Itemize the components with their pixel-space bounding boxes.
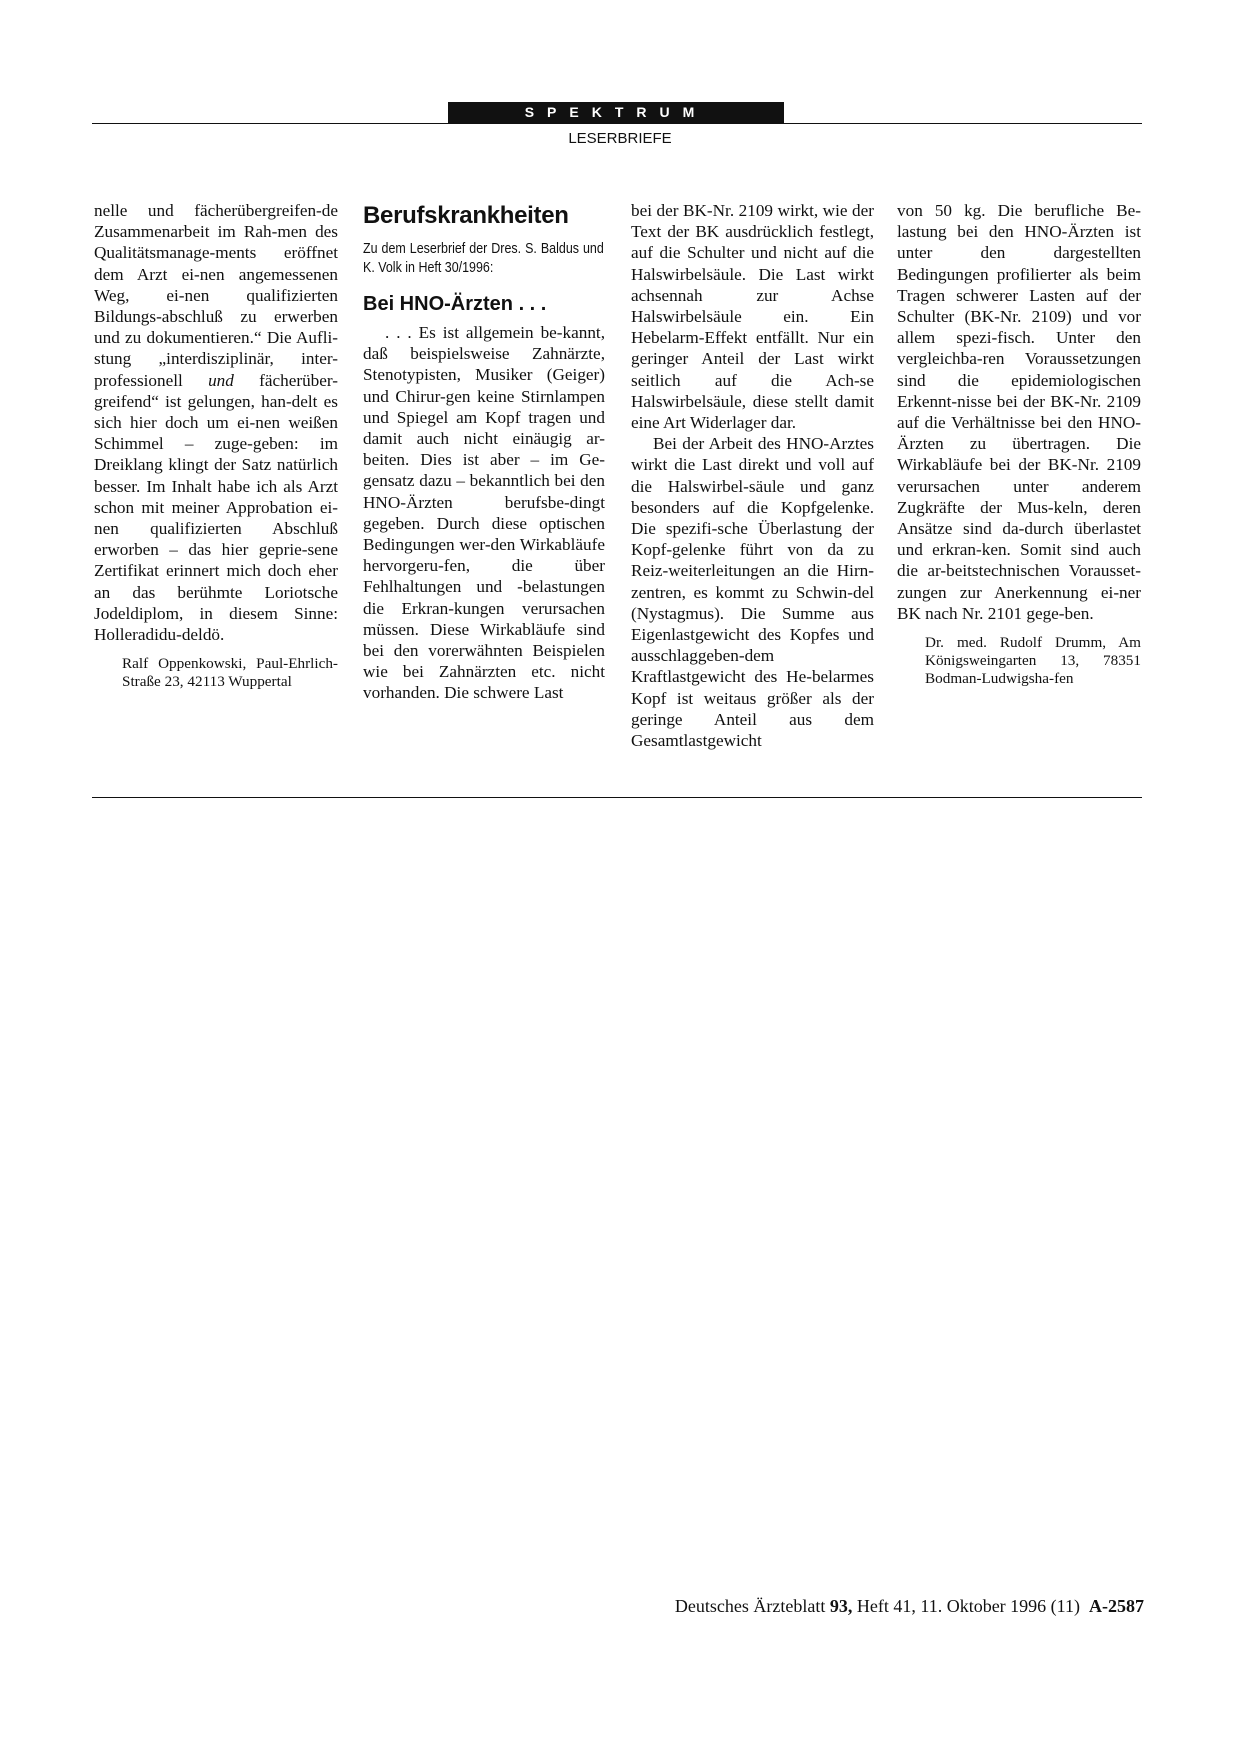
article-headline: Berufskrankheiten (363, 202, 569, 229)
journal-name: Deutsches Ärzteblatt (674, 1596, 826, 1616)
column-3-paragraph-1: bei der BK-Nr. 2109 wirkt, wie der Text der BK ausdrücklich festlegt, auf die Schulter und nicht auf die Halswirbelsäule. Die Last wirkt achsennah zur Achse Halswirbelsäule ein. Ein Hebelarm-Effekt entfällt. Nur ein geringer Anteil der Last wirkt seitlich auf die Ach-se Halswirbelsäule, diese stellt damit eine Art Widerlager dar. (631, 201, 874, 433)
issue-date: Heft 41, 11. Oktober 1996 (11) (856, 1596, 1080, 1616)
emphasis-text: und (208, 370, 234, 390)
column-2 (363, 200, 605, 704)
letter-signature-1: Ralf Oppenkowski, Paul-Ehrlich-Straße 23, 42113 Wuppertal (122, 655, 338, 691)
content-bottom-rule (92, 797, 1142, 798)
column-1-text: nelle und fächerübergreifen-de Zusammenarbeit im Rah-men des Qualitätsmanage-ments eröffnet dem Arzt ei-nen angemessenen Weg, ei-nen qualifizierten Bildungs-abschluß zu erwerben und zu dokumentieren.“ Die Aufli-stung „interdisziplinär, inter-professionell (94, 201, 338, 390)
column-4 (897, 200, 1141, 688)
column-2-paragraph: . . . Es ist allgemein be-kannt, daß beispielsweise Zahnärzte, Stenotypisten, Musiker (Geiger) und Chirur-gen keine Stirnlampen und Spiegel am Kopf tragen und damit auch nicht einäugig ar-beiten. Dies ist aber – im Ge-gensatz dazu – bekanntlich bei den HNO-Ärzten berufsbe-dingt gegeben. Durch diese optischen Bedingungen wer-den Wirkabläufe hervorgeru-fen, die über Fehlhaltungen und -belastungen die Erkran-kungen verursachen müssen. Diese Wirkabläufe sind bei den vorerwähnten Beispielen wie bei Zahnärzten etc. nicht vorhanden. Die schwere Last (363, 323, 605, 703)
column-3 (631, 200, 874, 751)
header-rule (92, 123, 1142, 124)
column-1-paragraph (94, 200, 338, 645)
column-1 (94, 200, 338, 691)
journal-volume: 93, (829, 1596, 853, 1616)
letter-title: Bei HNO-Ärzten . . . (363, 293, 547, 315)
page-number: A-2587 (1089, 1596, 1144, 1616)
article-reference: Zu dem Leserbrief der Dres. S. Baldus und K. Volk in Heft 30/1996: (363, 241, 604, 276)
column-4-paragraph: von 50 kg. Die berufliche Be-lastung bei den HNO-Ärzten ist unter den dargestellten Bedingungen profilierter als beim Tragen schwerer Lasten auf der Schulter (BK-Nr. 2109) und vor allem spezi-fisch. Unter den vergleichba-ren Voraussetzungen sind die epidemiologischen Erkennt-nisse bei der BK-Nr. 2109 auf die Verhältnisse bei den HNO-Ärzten zu übertragen. Die Wirkabläufe bei der BK-Nr. 2109 verursachen unter anderem Zugkräfte der Mus-keln, deren Ansätze sind da-durch überlastet und erkran-ken. Somit sind auch die ar-beitstechnischen Vorausset-zungen zur Anerkennung ei-ner BK nach Nr. 2101 gege-ben. (897, 201, 1141, 623)
letter-signature-2: Dr. med. Rudolf Drumm, Am Königsweingarten 13, 78351 Bodman-Ludwigsha-fen (925, 634, 1141, 688)
section-banner: SPEKTRUM (448, 102, 784, 123)
page-footer (675, 1596, 1144, 1617)
column-1-text-continued: fächerüber-greifend“ ist gelungen, han-delt es sich hier doch um ei-nen weißen Schimmel – zuge-geben: im Dreiklang klingt der Satz natürlich besser. Im Inhalt habe ich als Arzt schon mit meiner Approbation ei-nen qualifizierten Abschluß erworben – das hier geprie-sene Zertifikat erinnert mich doch eher an das berühmte Loriotsche Jodeldiplom, in diesem Sinne: Holleradidu-deldö. (94, 370, 338, 645)
subsection-label: LESERBRIEFE (568, 130, 672, 147)
column-3-paragraph-2: Bei der Arbeit des HNO-Arztes wirkt die Last direkt und voll auf die Halswirbel-säule und ganz besonders auf die Kopfgelenke. Die spezifi-sche Überlastung der Kopf-gelenke führt von da zu Reiz-weiterleitungen an die Hirn-zentren, es kommt zu Schwin-del (Nystagmus). Die Summe aus Eigenlastgewicht des Kopfes und ausschlaggeben-dem Kraftlastgewicht des He-belarmes Kopf ist weitaus größer als der geringe Anteil aus dem Gesamtlastgewicht (631, 434, 874, 751)
